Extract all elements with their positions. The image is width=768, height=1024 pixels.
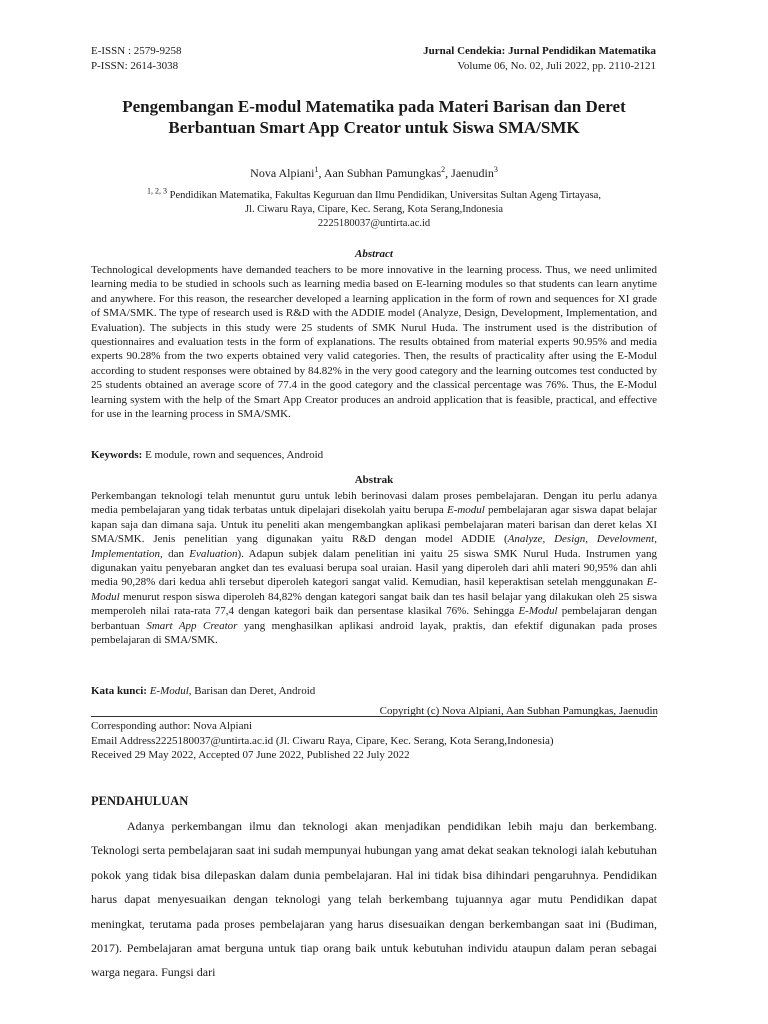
author-list: Nova Alpiani$^1$, Aan Subhan Pamungkas$^2$, Jaenudin$^3$ — [250, 165, 498, 180]
keywords-values: E module, rown and sequences, Android — [142, 449, 324, 461]
journal-block — [423, 44, 656, 74]
eissn: E-ISSN : 2579-9258 — [91, 45, 182, 57]
abstrak-text-5: menurut respon siswa diperoleh 84,82% dengan kategori sangat baik dan tes hasil belajar yang dilakukan oleh 25 siswa memperoleh nilai rata-rata 77,4 dengan kategori baik dan persentase klasikal 76%. Sehingga — [91, 590, 657, 618]
copyright-line: Copyright (c) Nova Alpiani, Aan Subhan Pamungkas, Jaenudin — [379, 705, 658, 717]
journal-volume: Volume 06, No. 02, Juli 2022, pp. 2110-2121 — [457, 60, 656, 72]
corresponding-author: Corresponding author: Nova Alpiani — [91, 720, 253, 732]
keywords-label: Keywords: — [91, 449, 143, 461]
keywords-id — [91, 684, 657, 698]
kata-kunci-italic: E-Modul — [146, 685, 189, 697]
journal-name: Jurnal Cendekia: Jurnal Pendidikan Matematika — [423, 45, 656, 57]
author-3: Jaenudin — [451, 166, 494, 180]
abstrak-italic-2: Analyze, Design, Develovment, Implementation, — [91, 533, 657, 560]
abstrak-italic-3: Evaluation — [189, 547, 238, 560]
kata-kunci-values: , Barisan dan Deret, Android — [188, 685, 316, 697]
affiliation-sup: 1, 2, 3 — [147, 186, 168, 196]
abstrak-text-2: pembelajaran agar siswa dapat belajar kapan saja dan dimana saja. Untuk itu peneliti akan mengembangkan aplikasi pembelajaran materi barisan dan deret kelas XI SMA/SMK. Jenis penelitian yang digunakan yaitu R&D dengan model ADDIE ( — [91, 504, 658, 546]
introduction-text: Adanya perkembangan ilmu dan teknologi akan menjadikan pendidikan lebih maju dan berkembang. Teknologi serta pembelajaran saat ini sudah mempunyai hubungan yang amat dekat seakan teknologi ialah kebutuhan pokok yang tidak bisa dilepaskan dalam dunia pembelajaran. Hal ini tidak bisa dihindari pengaruhnya. Pendidikan harus dapat menyesuaikan dengan teknologi yang telah berkembang tujuannya agar mutu Pendidikan dapat meningkat, terutama pada proses pembelajaran yang harus disesuaikan dengan berkembangan saat ini (Budiman, 2017). Pembelajaran amat berguna untuk tiap orang baik untuk kebutuhan individu ataupun dalam peran sebagai warga negara. Fungsi dari — [91, 819, 657, 980]
abstrak-italic-5: E-Modul — [518, 605, 558, 618]
abstrak-italic-4: E-Modul — [91, 576, 657, 603]
abstrak-heading: Abstrak — [354, 474, 394, 486]
abstrak-text-4: ). Adapun subjek dalam penelitian ini yaitu 25 siswa SMK Nurul Huda. Instrumen yang digunakan yaitu penyebaran angket dan tes evaluasi berupa soal uraian. Hasil yang diperoleh dari ahli materi 90,95% dan ahli media 90,28% dari kedua ahli tersebut diperoleh kategori sangat valid. Kemudian, hasil keperaktisan setelah menggunakan — [91, 547, 658, 589]
author-1-sup: 1 — [314, 165, 319, 174]
abstract-heading: Abstract — [355, 248, 393, 260]
introduction-body — [91, 814, 657, 985]
article-dates: Received 29 May 2022, Accepted 07 June 2022, Published 22 July 2022 — [91, 749, 410, 761]
title-line-2: Berbantuan Smart App Creator untuk Siswa SMA/SMK — [168, 118, 580, 137]
paper-title — [91, 96, 657, 138]
corresponding-email: Email Address2225180037@untirta.ac.id (Jl. Ciwaru Raya, Cipare, Kec. Serang, Kota Serang,Indonesia) — [91, 734, 554, 747]
kata-kunci-label: Kata kunci: — [91, 685, 147, 697]
affiliation-line-2: Jl. Ciwaru Raya, Cipare, Kec. Serang, Kota Serang,Indonesia — [244, 204, 504, 215]
article-meta — [91, 719, 657, 763]
abstrak-italic-6: Smart App Creator — [146, 619, 238, 632]
author-2-sup: 2 — [441, 165, 446, 174]
abstrak-text-1: Perkembangan teknologi telah menuntut guru untuk lebih berinovasi dalam proses pembelajaran. Dengan itu perlu adanya media pembelajaran yang tidak terbatas untuk dipelajari disekolah yaitu berupa — [91, 490, 657, 517]
divider — [91, 716, 657, 717]
abstract-body: Technological developments have demanded teachers to be more innovative in the learning process. Thus, we need unlimited learning media to be studied in schools such as learning media based on E-learning modules so that students can learn anytime and anywhere. For this reason, the researcher developed a learning application in the form of rown and sequences for XI grade of SMA/SMK. The type of research used is R&D with the ADDIE model (Analyze, Design, Development, Implementation, and Evaluation). The subjects in this study were 25 students of SMK Nurul Huda. The instrument used is the distribution of questionnaires and evaluation tests in the form of explanations. The results obtained from material experts 90.95% and media experts 90.28% from the two experts obtained very valid categories. Then, the results of practicality after using the E-Modul according to student responses were obtained by 84.82% in the very good category and the learning outcomes test conducted by 25 students obtained an average score of 77.4 in the good category and the classical percentage was 76%. Thus, the E-Modul learning system with the help of the Smart App Creator produces an android application that is feasible, practical, and effective for use in the learning process in SMA/SMK. — [91, 264, 657, 421]
abstrak-text-3: dan — [162, 547, 190, 560]
issn-block — [91, 44, 181, 74]
title-line-1: Pengembangan E-modul Matematika pada Materi Barisan dan Deret — [122, 97, 626, 116]
affiliation-line-1: Pendidikan Matematika, Fakultas Keguruan dan Ilmu Pendidikan, Universitas Sultan Ageng Tirtayasa, — [169, 190, 601, 201]
abstrak-italic-1: E-modul — [446, 504, 485, 517]
author-2: Aan Subhan Pamungkas — [323, 166, 442, 180]
abstrak-text-7: yang menghasilkan aplikasi android layak, praktis, dan efektif digunakan pada proses pembelajaran di SMA/SMK. — [91, 619, 658, 647]
author-1: Nova Alpiani — [250, 166, 315, 180]
affiliation — [91, 186, 657, 231]
pissn: P-ISSN: 2614-3038 — [91, 60, 179, 72]
affiliation-email: 2225180037@untirta.ac.id — [317, 218, 431, 229]
section-heading: PENDAHULUAN — [91, 794, 189, 808]
abstrak-body — [91, 489, 657, 647]
abstrak-text-6: pembelajaran dengan berbantuan — [91, 605, 657, 632]
keywords-en — [91, 448, 657, 462]
author-3-sup: 3 — [493, 165, 498, 174]
